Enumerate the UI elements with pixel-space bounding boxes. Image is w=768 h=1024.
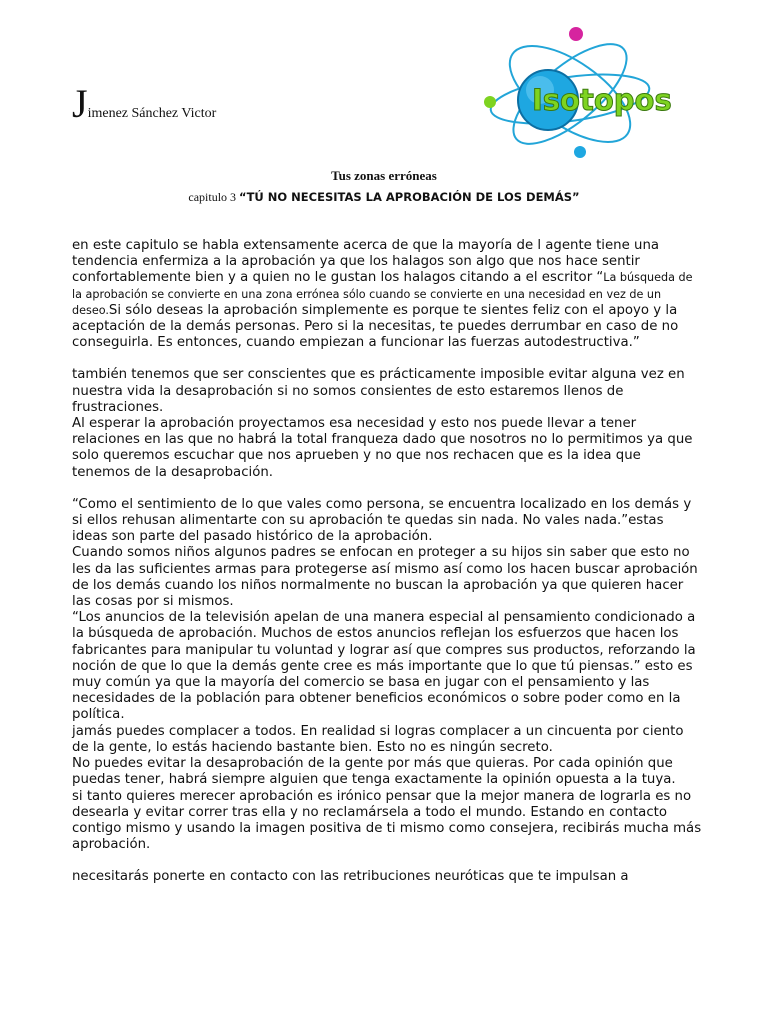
paragraph: jamás puedes complacer a todos. En realidad si logras complacer a un cincuenta por ciento de la gente, lo estás haciendo bastante bien. Esto no es ningún secreto.	[72, 723, 684, 755]
paragraph	[72, 238, 702, 351]
author-name-rest: imenez Sánchez Victor	[87, 106, 217, 121]
paragraph: “Como el sentimiento de lo que vales como persona, se encuentra localizado en los demás y si ellos rehusan alimentarte con su aprobación te quedas sin nada. No vales nada.”estas ideas son parte del pasado histórico de la aprobación.	[72, 496, 692, 545]
chapter-title: “TÚ NO NECESITAS LA APROBACIÓN DE LOS DEMÁS”	[239, 190, 580, 204]
paragraph: Al esperar la aprobación proyectamos esa necesidad y esto nos puede llevar a tener relaciones en las que no habrá la total franqueza dado que nosotros no lo permitimos ya que solo queremos escuchar que nos aprueben y no que nos rechacen que es la idea que tenemos de la desaprobación.	[72, 416, 693, 480]
chapter-label: capitulo 3	[188, 190, 237, 204]
paragraph: si tanto quieres merecer aprobación es irónico pensar que la mejor manera de lograrla es no desearla y evitar correr tras ella y no reclamársela a todo el mundo. Estando en contacto contigo mismo y usando la imagen positiva de ti mismo como consejera, recibirás mucha más aprobación.	[72, 788, 702, 853]
paragraph-text: Si sólo deseas la aprobación simplemente es porque te sientes feliz con el apoyo y la aceptación de la demás personas. Pero si la necesitas, te puedes derrumbar en caso de no conseguirla. Es entonces, cuando empiezan a funcionar las fuerzas autodestructiva.”	[72, 302, 679, 351]
author-name	[72, 81, 217, 126]
logo-electron-magenta	[569, 27, 583, 41]
isotopos-logo	[480, 14, 710, 164]
quote-small-text: La búsqueda de la aprobación se convierte en una zona errónea sólo cuando se convierte en una necesidad en vez de un deseo.	[72, 271, 693, 317]
paragraph-text: en este capitulo se habla extensamente acerca de que la mayoría de l agente tiene una tendencia enfermiza a la aprobación ya que los halagos son algo que nos hace sentir confortablemente bien y a quien no le gustan los halagos citando a el escritor “	[72, 238, 660, 286]
paragraph: necesitarás ponerte en contacto con las retribuciones neuróticas que te impulsan a	[72, 869, 629, 885]
logo-wordmark: Isotopos	[532, 83, 672, 117]
document-body	[72, 238, 702, 886]
paragraph: “Los anuncios de la televisión apelan de una manera especial al pensamiento condicionado a la búsqueda de aprobación. Muchos de estos anuncios reflejan los esfuerzos que hacen los fabricantes para manipular tu voluntad y lograr así que compres sus productos, reforzando la noción de que lo que la demás gente cree es más importante que lo que tú piensas.” esto es muy común ya que la mayoría del comercio se basa en jugar con el pensamiento y las necesidades de la población para obtener beneficios económicos o sobre poder como en la política.	[72, 610, 696, 723]
document-subtitle	[0, 190, 768, 205]
author-initial: J	[72, 81, 88, 126]
document-title: Tus zonas erróneas	[331, 168, 437, 183]
logo-electron-blue	[574, 146, 586, 158]
logo-electron-green	[484, 96, 496, 108]
paragraph: Cuando somos niños algunos padres se enfocan en proteger a su hijos sin saber que esto no les da las suficientes armas para protegerse así mismo así como los hacen buscar aprobación de los demás cuando los niños normalmente no buscan la aprobación ya que quieren hacer las cosas por si mismos.	[72, 545, 698, 610]
paragraph: No puedes evitar la desaprobación de la gente por más que quieras. Por cada opinión que puedas tener, habrá siempre alguien que tenga exactamente la opinión opuesta a la tuya.	[72, 756, 676, 788]
paragraph: también tenemos que ser conscientes que es prácticamente imposible evitar alguna vez en nuestra vida la desaprobación si no somos consientes de esto estaremos llenos de frustraciones.	[72, 367, 685, 415]
